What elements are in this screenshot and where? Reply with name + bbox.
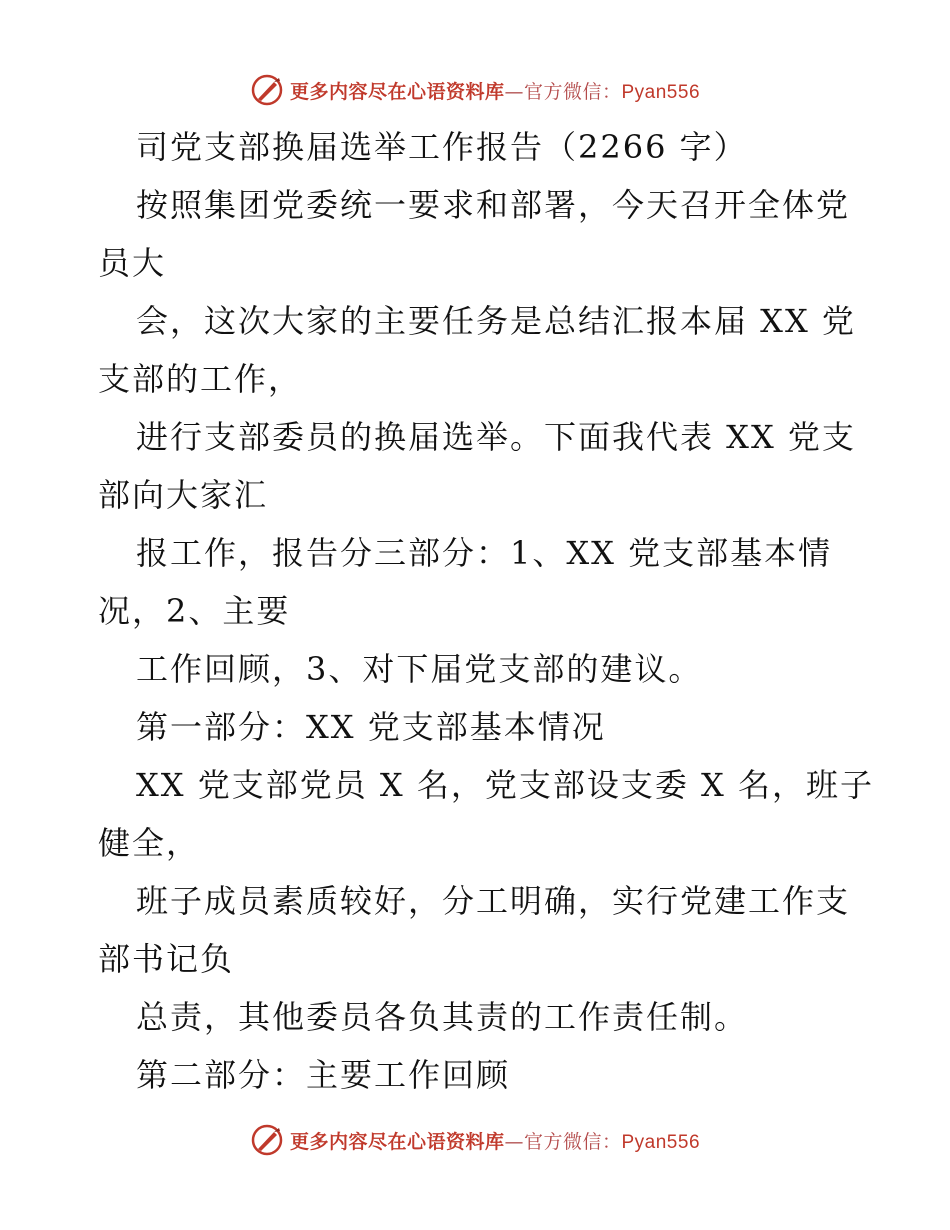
- watermark-label: 官方微信：: [523, 1130, 622, 1153]
- paragraph-line: 报工作，报告分三部分：1、XX 党支部基本情: [136, 534, 833, 572]
- document-title: 司党支部换届选举工作报告（2266 字）: [136, 128, 748, 166]
- paragraph-line: 员大: [98, 244, 167, 282]
- watermark-slogan: 更多内容尽在心语资料库: [289, 80, 505, 103]
- paragraph-line: 工作回顾，3、对下届党支部的建议。: [136, 650, 703, 688]
- document-body: [98, 118, 874, 1104]
- watermark-banner-bottom: [0, 1120, 950, 1160]
- quill-logo-icon: [250, 1123, 284, 1157]
- watermark-text: [290, 1127, 700, 1154]
- paragraph-line: XX 党支部党员 X 名，党支部设支委 X 名，班子: [136, 766, 874, 804]
- paragraph-line: 部向大家汇: [98, 476, 269, 514]
- watermark-banner-top: [0, 70, 950, 110]
- section-heading: 第二部分：主要工作回顾: [136, 1056, 511, 1094]
- section-heading: 第一部分：XX 党支部基本情况: [136, 708, 606, 746]
- watermark-wechat-id: Pyan556: [621, 1131, 701, 1153]
- watermark-wechat-id: Pyan556: [621, 81, 701, 103]
- watermark-text: [290, 77, 700, 104]
- paragraph-line: 按照集团党委统一要求和部署，今天召开全体党: [136, 186, 851, 224]
- paragraph-line: 进行支部委员的换届选举。下面我代表 XX 党支: [136, 418, 856, 456]
- paragraph-line: 支部的工作，: [98, 360, 303, 398]
- paragraph-line: 总责，其他委员各负其责的工作责任制。: [136, 998, 749, 1036]
- paragraph-line: 况，2、主要: [98, 592, 291, 630]
- watermark-label: 官方微信：: [523, 80, 622, 103]
- quill-logo-icon: [250, 73, 284, 107]
- watermark-slogan: 更多内容尽在心语资料库: [289, 1130, 505, 1153]
- paragraph-line: 班子成员素质较好，分工明确，实行党建工作支: [136, 882, 851, 920]
- paragraph-line: 部书记负: [98, 940, 235, 978]
- paragraph-line: 健全，: [98, 824, 201, 862]
- watermark-dash: —: [504, 80, 524, 103]
- paragraph-line: 会，这次大家的主要任务是总结汇报本届 XX 党: [136, 302, 856, 340]
- watermark-dash: —: [504, 1130, 524, 1153]
